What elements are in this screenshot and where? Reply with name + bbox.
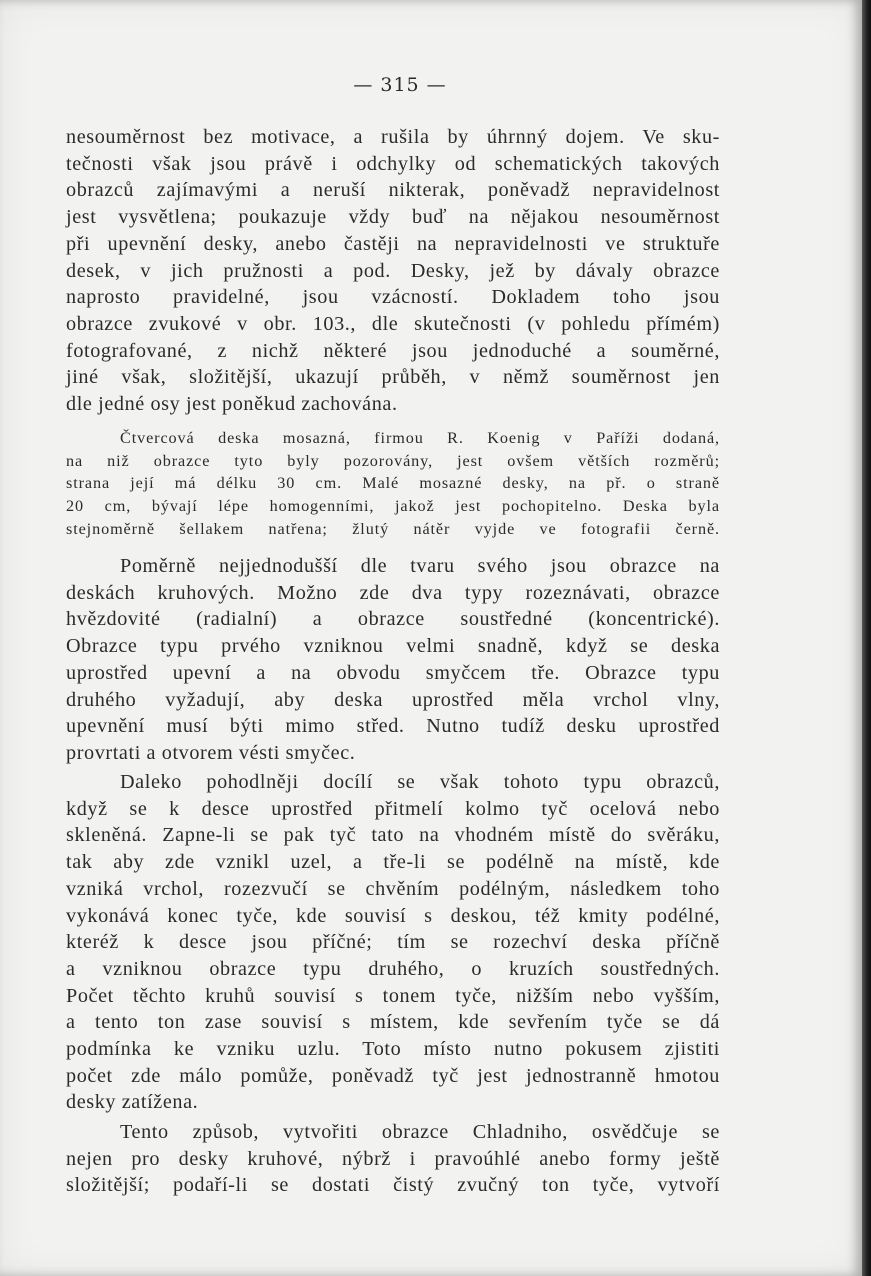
text-line: druhého vyžadují, aby deska uprostřed měla vrchol vlny, (66, 688, 720, 711)
text-line: tečnosti však jsou právě i odchylky od schematických takových (66, 152, 720, 175)
paragraph-4 (66, 1119, 720, 1199)
page-number: — 315 — (353, 74, 447, 96)
note-line: strana její má délku 30 cm. Malé mosazné desky, na př. o straně (66, 474, 720, 493)
text-line: Obrazce typu prvého vzniknou velmi snadně, když se deska (66, 635, 720, 658)
text-line: desky zatížena. (66, 1091, 199, 1114)
note-paragraph (66, 427, 720, 541)
text-line: počet zde málo pomůže, poněvadž tyč jest jednostranně hmotou (66, 1064, 720, 1087)
text-line: fotografované, z nichž některé jsou jednoduché a souměrné, (66, 339, 720, 362)
text-line: složitější; podaří-li se dostati čistý zvučný ton tyče, vytvoří (66, 1174, 720, 1197)
text-line: obrazce zvukové v obr. 103., dle skutečnosti (v pohledu přímém) (66, 312, 720, 335)
text-line: podmínka ke vzniku uzlu. Toto místo nutno pokusem zjistiti (66, 1038, 720, 1061)
text-line: kteréž k desce jsou příčné; tím se rozechví deska příčně (66, 931, 720, 954)
text-line: uprostřed upevní a na obvodu smyčcem tře. Obrazce typu (66, 661, 720, 684)
text-line: Daleko pohodlněji docílí se však tohoto typu obrazců, (120, 771, 720, 793)
text-line: Poměrně nejjednodušší dle tvaru svého jsou obrazce na (120, 555, 720, 577)
note-line: 20 cm, bývají lépe homogenními, jakož jest pochopitelno. Deska byla (66, 497, 720, 516)
text-line: hvězdovité (radialní) a obrazce soustředné (koncentrické). (66, 608, 720, 631)
text-line: jiné však, složitější, ukazují průběh, v němž souměrnost jen (66, 366, 720, 389)
text-line: skleněná. Zapne-li se pak tyč tato na vhodném místě do svěráku, (66, 824, 720, 847)
page-edge-shadow (862, 0, 871, 1276)
text-line: nesouměrnost bez motivace, a rušila by úhrnný dojem. Ve sku- (66, 126, 720, 148)
text-line: a tento ton zase souvisí s místem, kde sevřením tyče se dá (66, 1011, 720, 1034)
text-line: Tento způsob, vytvořiti obrazce Chladniho, osvědčuje se (120, 1121, 720, 1143)
text-line: naprosto pravidelné, jsou vzácností. Dokladem toho jsou (66, 286, 720, 309)
text-line: Počet těchto kruhů souvisí s tonem tyče, nižším nebo vyšším, (66, 984, 720, 1007)
note-line: Čtvercová deska mosazná, firmou R. Koenig v Paříži dodaná, (120, 429, 720, 447)
text-line: vzniká vrchol, rozezvučí se chvěním podélným, následkem toho (66, 877, 720, 900)
text-line: desek, v jich pružnosti a pod. Desky, jež by dávaly obrazce (66, 259, 720, 282)
text-line: tak aby zde vznikl uzel, a tře-li se podélně na místě, kde (66, 851, 720, 874)
text-line: deskách kruhových. Možno zde dva typy rozeznávati, obrazce (66, 581, 720, 604)
paragraph-1 (66, 124, 720, 418)
note-line: na niž obrazce tyto byly pozorovány, jest ovšem větších rozměrů; (66, 451, 720, 470)
text-line: nejen pro desky kruhové, nýbrž i pravoúhlé anebo formy ještě (66, 1147, 720, 1170)
text-line: při upevnění desky, anebo častěji na nepravidelnosti ve struktuře (66, 232, 720, 255)
text-line: obrazců zajímavými a neruší nikterak, poněvadž nepravidelnost (66, 179, 720, 202)
paragraph-3 (66, 769, 720, 1116)
note-line: stejnoměrně šellakem natřena; žlutý nátěr vyjde ve fotografii černě. (66, 519, 720, 538)
text-line: když se k desce uprostřed přitmelí kolmo tyč ocelová nebo (66, 797, 720, 820)
text-line: dle jedné osy jest poněkud zachována. (66, 393, 398, 416)
text-line: vykonává konec tyče, kde souvisí s deskou, též kmity podélné, (66, 904, 720, 927)
paragraph-2 (66, 553, 720, 767)
text-line: jest vysvětlena; poukazuje vždy buď na nějakou nesouměrnost (66, 206, 720, 229)
text-line: provrtati a otvorem vésti smyčec. (66, 741, 356, 764)
text-line: a vzniknou obrazce typu druhého, o kruzích soustředných. (66, 957, 720, 980)
text-line: upevnění musí býti mimo střed. Nutno tudíž desku uprostřed (66, 715, 720, 738)
